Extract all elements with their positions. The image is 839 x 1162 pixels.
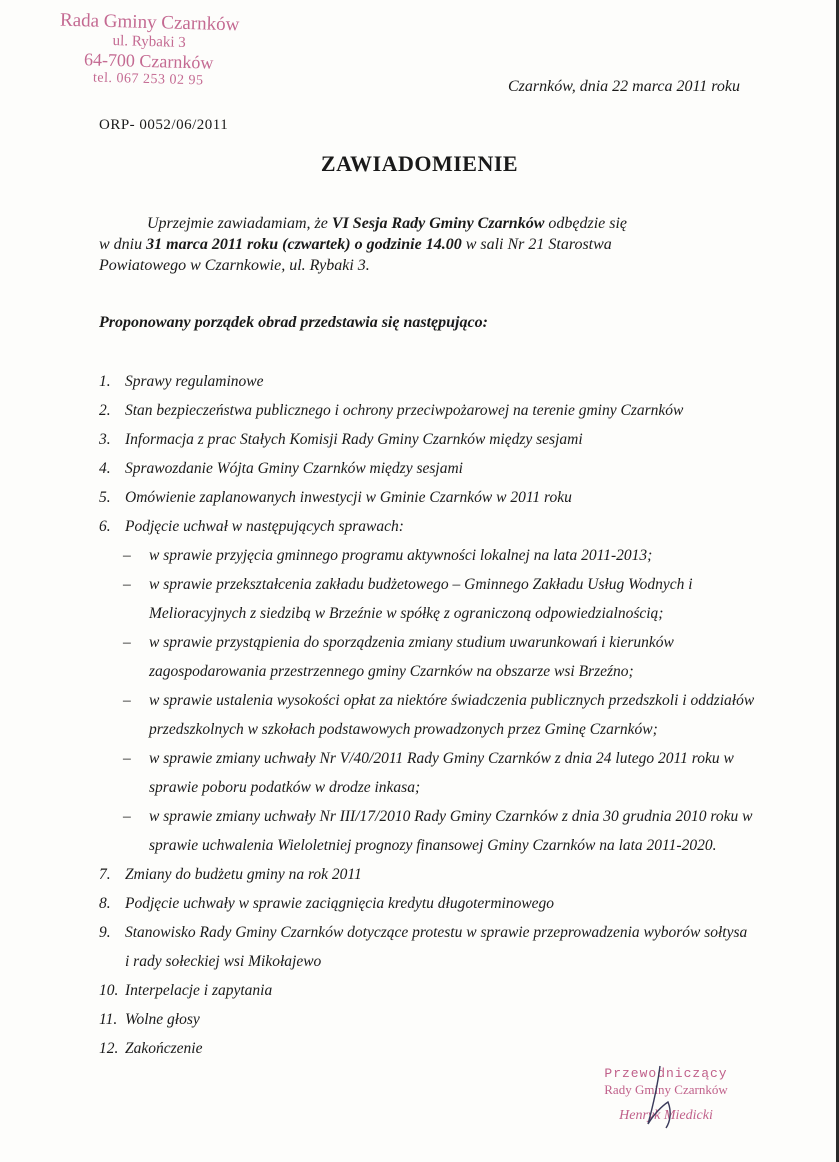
agenda-item [99, 860, 749, 889]
agenda-item [99, 1005, 749, 1034]
signature-body: Rady Gminy Czarnków [604, 1082, 728, 1097]
item-number: 6. [99, 518, 111, 535]
item-text: Stanowisko Rady Gminy Czarnków dotyczące protestu w sprawie przeprowadzenia wyborów sołtysa i rady sołeckiej wsi Mikołajewo [125, 924, 748, 970]
signature-stroke [648, 1066, 670, 1128]
intro-text-3: w dniu [99, 236, 147, 253]
item-text: Zmiany do budżetu gminy na rok 2011 [125, 866, 362, 883]
dash-bullet: – [123, 808, 131, 825]
item-text: Interpelacje i zapytania [125, 982, 273, 999]
intro-text-2: odbędzie się [544, 215, 628, 232]
stamp-line-4: tel. 067 253 02 95 [92, 70, 204, 89]
agenda-heading: Proponowany porządek obrad przedstawia się następująco: [99, 314, 488, 331]
item-text: Omówienie zaplanowanych inwestycji w Gminie Czarnków w 2011 roku [125, 489, 572, 506]
resolution-text: w sprawie przekształcenia zakładu budżetowego – Gminnego Zakładu Usług Wodnych i Melioracyjnych z siedzibą w Brzeźnie w spółkę z ograniczoną odpowiedzialnością; [149, 576, 693, 622]
item-number: 9. [99, 924, 111, 941]
intro-text-1: Uprzejmie zawiadamiam, że [147, 215, 332, 232]
stamp-line-3: 64-700 Czarnków [83, 49, 214, 73]
agenda-item [99, 976, 749, 1005]
item-text: Informacja z prac Stałych Komisji Rady Gminy Czarnków między sesjami [125, 431, 583, 448]
dash-bullet: – [123, 750, 131, 767]
stamp-line-1: Rada Gminy Czarnków [59, 9, 240, 36]
intro-text-5: Powiatowego w Czarnkowie, ul. Rybaki 3. [99, 257, 370, 274]
agenda-item [99, 396, 749, 425]
item-text: Podjęcie uchwał w następujących sprawach: [125, 518, 404, 535]
item-text: Sprawozdanie Wójta Gminy Czarnków między sesjami [125, 460, 463, 477]
item-text: Podjęcie uchwały w sprawie zaciągnięcia kredytu długoterminowego [125, 895, 555, 912]
resolution-sublist [123, 541, 755, 860]
item-text: Sprawy regulaminowe [125, 373, 264, 390]
resolution-text: w sprawie przyjęcia gminnego programu aktywności lokalnej na lata 2011-2013; [149, 547, 653, 564]
agenda-item [99, 425, 749, 454]
dash-bullet: – [123, 692, 131, 709]
signature-role: Przewodniczący [604, 1066, 728, 1081]
resolution-item [99, 541, 763, 570]
item-number: 4. [99, 460, 111, 477]
intro-session: VI Sesja Rady Gminy Czarnków [331, 215, 545, 232]
intro-text-4: w sali Nr 21 Starostwa [461, 236, 612, 253]
agenda-item [99, 483, 749, 512]
agenda-item [99, 512, 755, 860]
intro-paragraph [99, 213, 699, 276]
resolution-item [99, 744, 763, 802]
council-stamp [43, 9, 255, 90]
item-number: 7. [99, 866, 111, 883]
item-text: Wolne głosy [125, 1011, 200, 1028]
item-number: 11. [99, 1011, 118, 1028]
resolution-text: w sprawie przystąpienia do sporządzenia zmiany studium uwarunkowań i kierunków zagospodarowania przestrzennego gminy Czarnków na obszarze wsi Brzeźno; [149, 634, 674, 680]
agenda-item [99, 367, 749, 396]
dash-bullet: – [123, 634, 131, 651]
signature-name: Henryk Miedicki [619, 1108, 713, 1123]
resolution-text: w sprawie zmiany uchwały Nr III/17/2010 Rady Gminy Czarnków z dnia 30 grudnia 2010 roku w sprawie uchwalenia Wieloletniej prognozy finansowej Gminy Czarnków na lata 2011-2020. [149, 808, 753, 854]
handwritten-signature-icon [640, 1062, 680, 1132]
document-date: Czarnków, dnia 22 marca 2011 roku [508, 78, 740, 95]
item-number: 8. [99, 895, 111, 912]
reference-number: ORP- 0052/06/2011 [99, 117, 229, 133]
item-number: 1. [99, 373, 111, 390]
item-text: Stan bezpieczeństwa publicznego i ochrony przeciwpożarowej na terenie gminy Czarnków [125, 402, 684, 419]
item-number: 3. [99, 431, 111, 448]
resolution-text: w sprawie ustalenia wysokości opłat za niektóre świadczenia publicznych przedszkoli i oddziałów przedszkolnych w szkołach podstawowych prowadzonych przez Gminę Czarnków; [149, 692, 755, 738]
agenda-item [99, 1034, 749, 1063]
document-title: ZAWIADOMIENIE [320, 151, 519, 176]
resolution-item [99, 686, 763, 744]
stamp-line-2: ul. Rybaki 3 [112, 33, 186, 51]
intro-datetime: 31 marca 2011 roku (czwartek) o godzinie 14.00 [146, 236, 462, 253]
agenda-item [99, 918, 749, 976]
item-number: 10. [99, 982, 119, 999]
item-text: Zakończenie [125, 1040, 203, 1057]
item-number: 12. [99, 1040, 119, 1057]
dash-bullet: – [123, 547, 131, 564]
resolution-item [99, 802, 763, 860]
item-number: 5. [99, 489, 111, 506]
agenda-item [99, 454, 749, 483]
agenda-item [99, 889, 749, 918]
item-number: 2. [99, 402, 111, 419]
agenda-list [99, 367, 755, 1063]
resolution-item [99, 570, 763, 628]
resolution-item [99, 628, 763, 686]
resolution-text: w sprawie zmiany uchwały Nr V/40/2011 Rady Gminy Czarnków z dnia 24 lutego 2011 roku w sprawie poboru podatków w drodze inkasa; [149, 750, 734, 796]
dash-bullet: – [123, 576, 131, 593]
